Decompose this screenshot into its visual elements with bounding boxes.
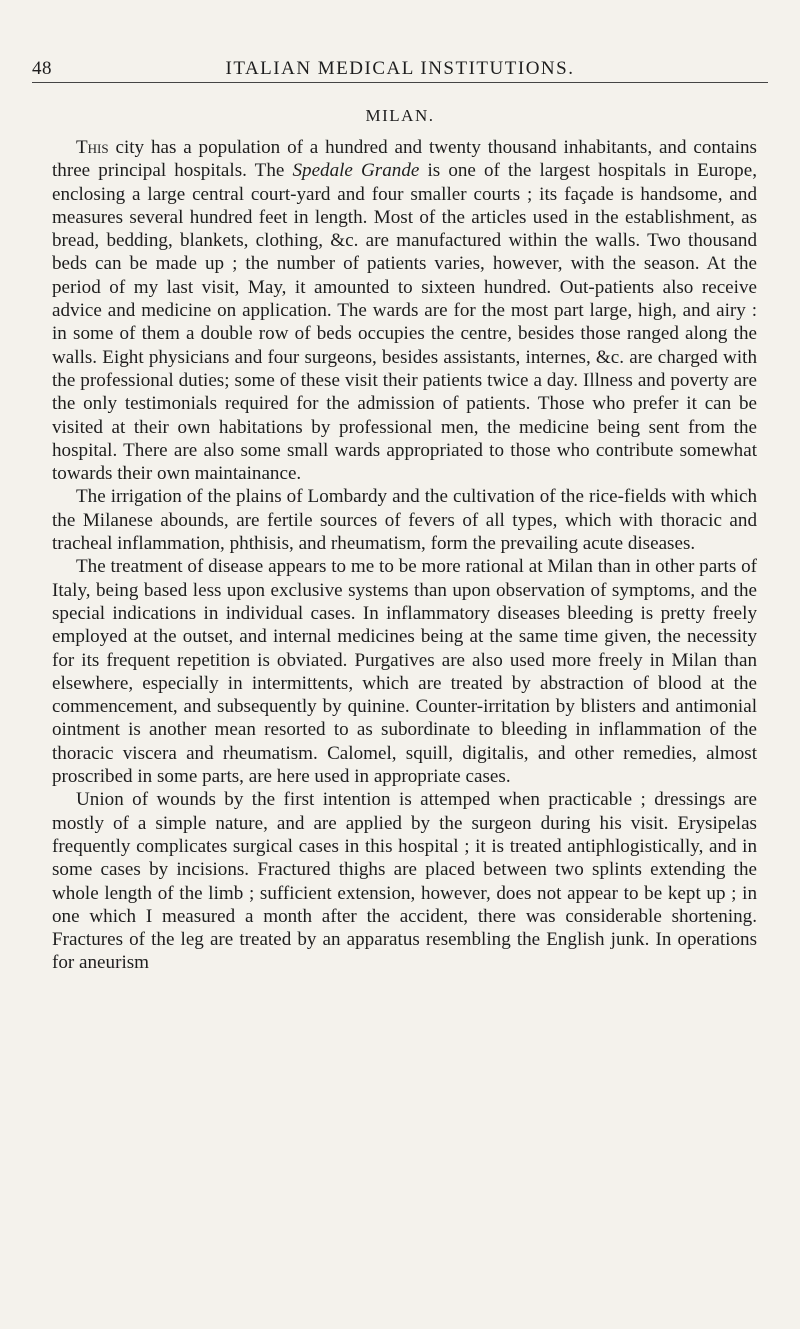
- page-header: [32, 58, 768, 83]
- body-text: [52, 136, 757, 975]
- paragraph-lead-word: This: [76, 137, 109, 158]
- paragraph-text: city has a population of a hundred and twenty thousand inhabitants, and contains three principal hospitals. The: [52, 137, 757, 182]
- running-head: ITALIAN MEDICAL INSTITUTIONS.: [225, 58, 575, 79]
- section-title: MILAN.: [365, 106, 435, 125]
- paragraph: Union of wounds by the first intention is attemped when practicable ; dressings are mostly of a simple nature, and are applied by the surgeon during his visit. Erysipelas frequently complicates surgical cases in this hospital ; it is treated antiphlogistically, and in some cases by incisions. Fractured thighs are placed between two splints extending the whole length of the limb ; sufficient extension, however, does not appear to be kept up ; in one which I measured a month after the accident, there was considerable shortening. Fractures of the leg are treated by an apparatus resembling the English junk. In operations for aneurism: [52, 789, 757, 974]
- paragraph: The treatment of disease appears to me to be more rational at Milan than in other parts of Italy, being based less upon exclusive systems than upon observation of symptoms, and the special indications in individual cases. In inflammatory diseases bleeding is pretty freely employed at the outset, and internal medicines being at the same time given, the necessity for its frequent repetition is obviated. Purgatives are also used more freely in Milan than elsewhere, especially in intermittents, which are treated by abstraction of blood at the commencement, and subsequently by quinine. Counter-irritation by blisters and antimonial ointment is another mean resorted to as subordinate to bleeding in inflammation of the thoracic viscera and rheumatism. Calomel, squill, digitalis, and other remedies, almost proscribed in some parts, are here used in appropriate cases.: [52, 556, 757, 788]
- hospital-name: Spedale Grande: [292, 160, 420, 182]
- paragraph: The irrigation of the plains of Lombardy and the cultivation of the rice-fields with which the Milanese abounds, are fertile sources of fevers of all types, which with thoracic and tracheal inflammation, phthisis, and rheumatism, form the prevailing acute diseases.: [52, 486, 757, 555]
- page-number: 48: [32, 58, 52, 79]
- paragraph: [52, 136, 757, 485]
- paragraph-text: is one of the largest hospitals in Europe, enclosing a large central court-yard and four smaller courts ; its façade is handsome, and measures several hundred feet in length. Most of the articles used in the establishment, as bread, bedding, blankets, clothing, &c. are manufactured within the walls. Two thousand beds can be made up ; the number of patients varies, however, with the season. At the period of my last visit, May, it amounted to sixteen hundred. Out-patients also receive advice and medicine on application. The wards are for the most part large, high, and airy : in some of them a double row of beds occupies the centre, besides those ranged along the walls. Eight physicians and four surgeons, besides assistants, internes, &c. are charged with the professional duties; some of these visit their patients twice a day. Illness and poverty are the only testimonials required for the admission of patients. Those who prefer it can be visited at their own habitations by professional men, the medicine being sent from the hospital. There are also some small wards appropriated to those who contribute somewhat towards their own maintainance.: [52, 160, 757, 485]
